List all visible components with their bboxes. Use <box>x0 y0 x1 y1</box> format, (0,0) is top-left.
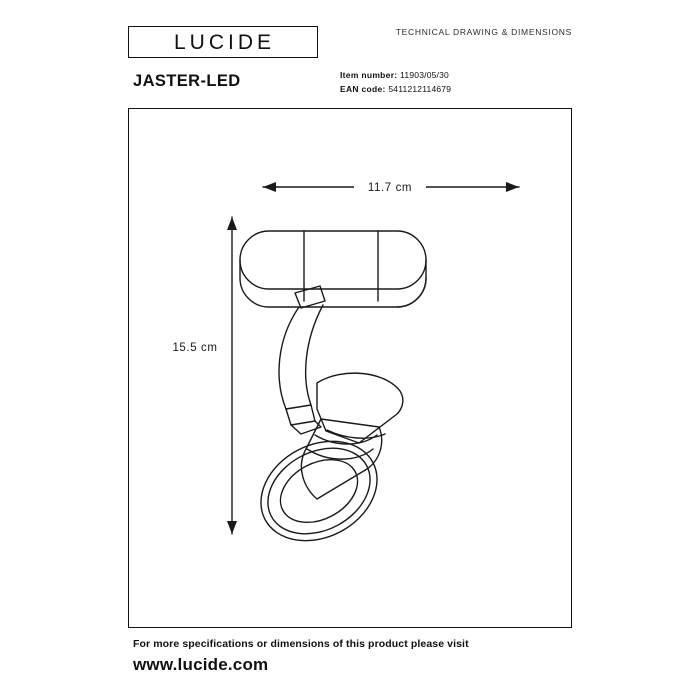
height-dimension-line <box>165 217 237 534</box>
width-dimension-line <box>263 175 519 199</box>
product-identifiers <box>340 68 451 96</box>
document-type-label: TECHNICAL DRAWING & DIMENSIONS <box>395 27 572 37</box>
bezel-outer-ring <box>244 422 395 561</box>
ean-label: EAN code: <box>340 84 386 94</box>
footer-note: For more specifications or dimensions of this product please visit <box>133 638 469 650</box>
footer <box>133 638 573 675</box>
product-technical-drawing <box>129 109 572 628</box>
lamp-bezel <box>244 422 395 561</box>
item-number-value: 11903/05/30 <box>400 70 449 80</box>
bracket-lower-joint <box>286 405 315 425</box>
brand-logo-text: LUCIDE <box>173 30 276 54</box>
drawing-frame <box>128 108 572 628</box>
ean-row <box>340 82 451 96</box>
item-number-label: Item number: <box>340 70 398 80</box>
base-plate-top <box>240 231 426 289</box>
height-arrow-bottom <box>227 521 237 534</box>
width-dimension-label: 11.7 cm <box>367 182 413 194</box>
lamp-neck <box>317 373 403 443</box>
bezel-inner-ring <box>253 431 385 551</box>
bracket-arm-inner <box>306 305 323 405</box>
bracket-arm-outer <box>279 307 299 409</box>
height-arrow-top <box>227 217 237 230</box>
height-dimension-label: 15.5 cm <box>172 342 218 354</box>
base-plate-side <box>240 260 426 307</box>
ean-value: 5411212114679 <box>388 84 452 94</box>
width-arrow-left <box>263 182 276 192</box>
lamp-neck-ring <box>327 430 385 438</box>
footer-website[interactable]: www.lucide.com <box>133 655 269 674</box>
brand-logo <box>128 26 318 58</box>
base-plate-cap-right <box>397 278 426 307</box>
item-number-row <box>340 68 451 82</box>
width-arrow-right <box>506 182 519 192</box>
lens-surface <box>270 447 369 535</box>
page-title: JASTER-LED <box>133 72 241 90</box>
